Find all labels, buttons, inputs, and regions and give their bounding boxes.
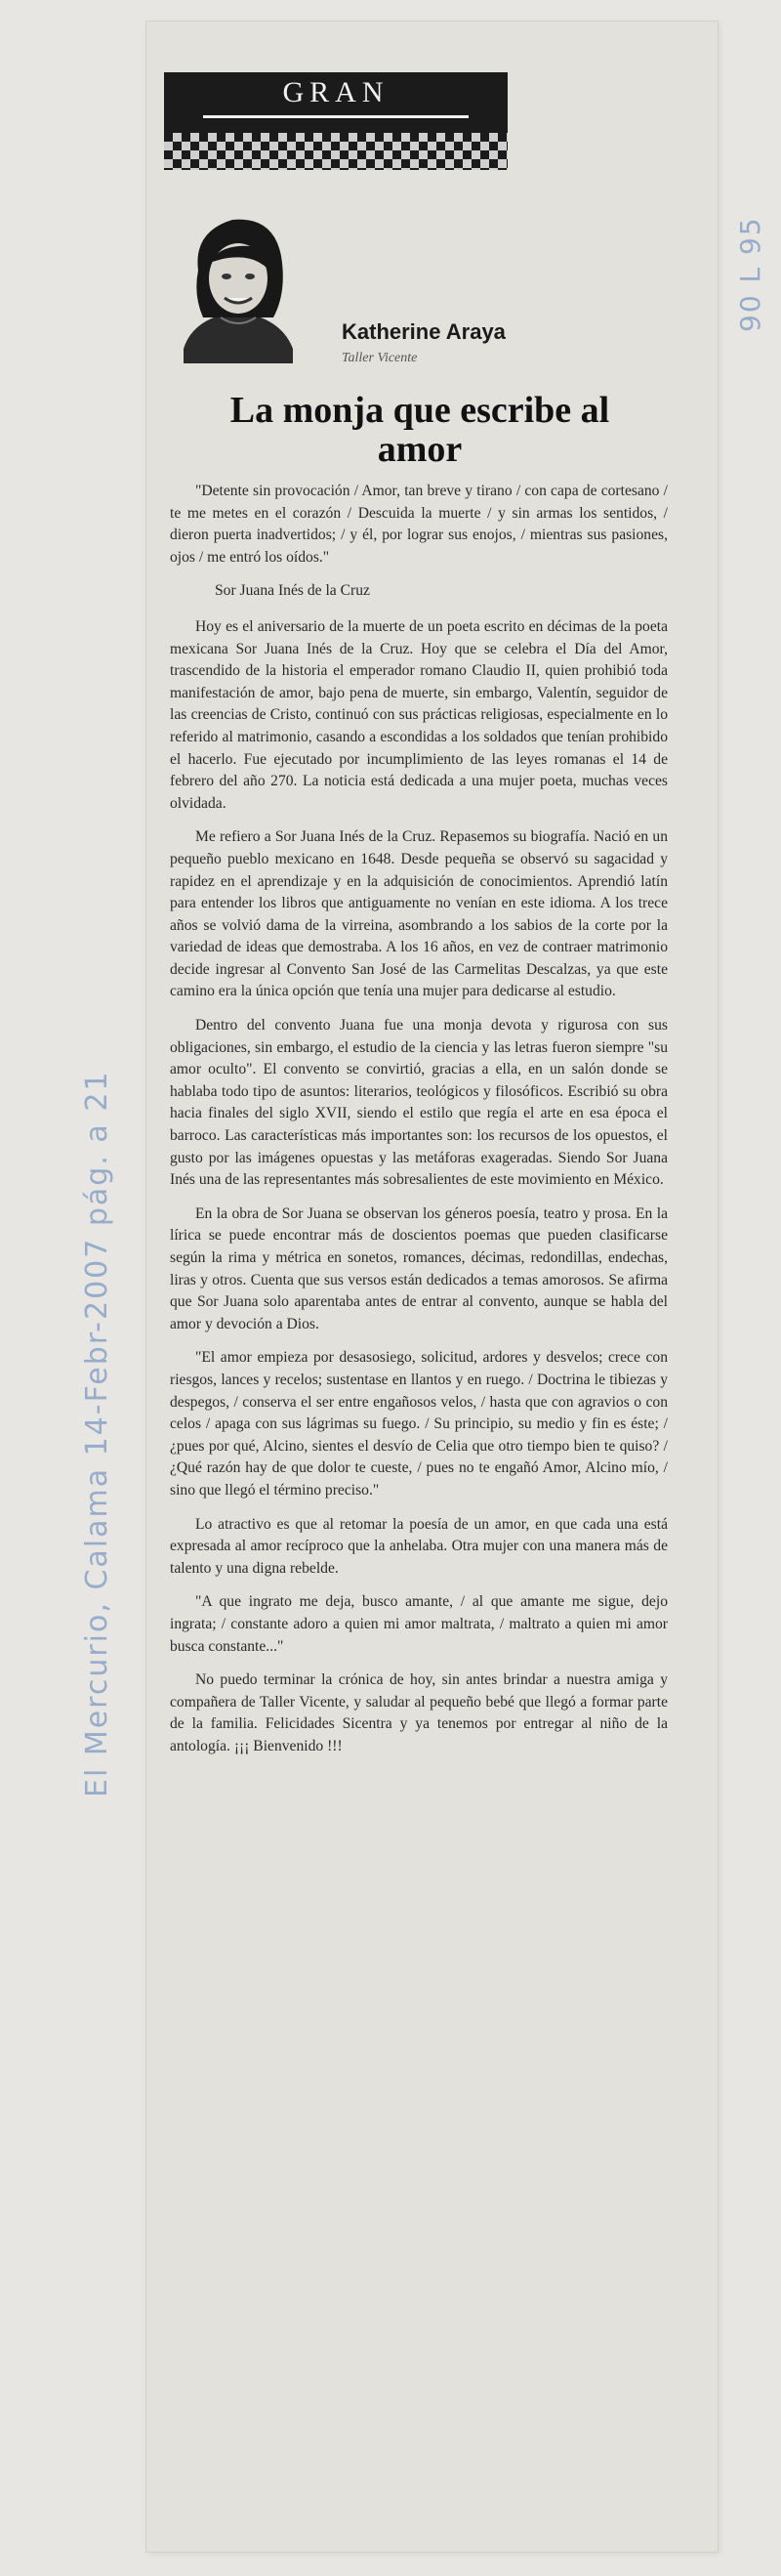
author-role: Taller Vicente	[342, 351, 418, 365]
author-portrait	[164, 202, 310, 363]
poem-quote: "A que ingrato me deja, busco amante, / al que amante me sigue, dejo ingrata; / constante adoro a quien mi amor maltrata, / maltrato a quien mi amor busca constante..."	[170, 1593, 668, 1655]
article-body	[170, 481, 668, 1769]
paragraph: No puedo terminar la crónica de hoy, sin antes brindar a nuestra amiga y compañera de Taller Vicente, y saludar al pequeño bebé que llegó a formar parte de la familia. Felicidades Sicentra y ya tenemos por entregar al niño de la antología. ¡¡¡ Bienvenido !!!	[170, 1671, 668, 1754]
section-header-rule	[203, 115, 469, 118]
handwritten-source-note: El Mercurio, Calama 14-Febr-2007 pág. a 21	[80, 1070, 114, 1797]
handwritten-reference-number: 90 L 95	[734, 216, 766, 332]
poem-quote: "El amor empieza por desasosiego, solicitud, ardores y desvelos; crece con riesgos, lances y recelos; sustentase en llantos y en ruego. / Doctrina le tibiezas y despegos, / conserva el ser entre engañosos velos, / hasta que con agravios o con celos / apaga con sus lágrimas su fuego. / Su principio, su medio y fin es éste; / ¿pues por qué, Alcino, sientes el desvío de Celia que otro tiempo bien te quiso? / ¿Qué razón hay de que dolor te cueste, / pues no te engañó Amor, Alcino mío, / sino que llegó el término preciso."	[170, 1349, 668, 1499]
paragraph: En la obra de Sor Juana se observan los géneros poesía, teatro y prosa. En la lírica se puede encontrar más de doscientos poemas que pueden clasificarse según la rima y métrica en sonetos, romances, décimas, redondillas, endechas, liras y otros. Cuenta que sus versos están dedicados a temas amorosos. Se afirma que Sor Juana solo aparentaba antes de entrar al convento, aunque se habla del amor y devoción a Dios.	[170, 1204, 668, 1332]
section-header	[164, 72, 508, 170]
paragraph: Lo atractivo es que al retomar la poesía de un amor, en que cada una está expresada al amor recíproco que la anhelaba. Otra mujer con una manera más de talento y una digna rebelde.	[170, 1515, 668, 1577]
section-label: GRAN	[282, 76, 390, 108]
checkered-pattern	[164, 133, 508, 170]
byline	[342, 319, 506, 366]
newspaper-clipping	[146, 21, 718, 2552]
author-name: Katherine Araya	[342, 319, 506, 344]
epigraph: "Detente sin provocación / Amor, tan breve y tirano / con capa de cortesano / te me metes en el corazón / Descuida la muerte / y sin armas los sentidos, / dieron puerta inadvertidos; / y él, por lograr sus enojos, / mientras sus pasiones, ojos / me entró los oídos."	[170, 483, 668, 566]
paragraph: Me refiero a Sor Juana Inés de la Cruz. Repasemos su biografía. Nació en un pequeño pueblo mexicano en 1648. Desde pequeña se observó su sagacidad y rapidez en el aprendizaje y en la adquisición de conocimientos. Aprendió latín para entender los libros que antiguamente no venían en este idioma. A los trece años se volvió dama de la virreina, asombrando a los sabios de la corte por la variedad de ideas que demostraba. A los 16 años, en vez de contraer matrimonio decide ingresar al Convento San José de las Carmelitas Descalzas, ya que este camino era la única opción que tenía una mujer para dedicarse al estudio.	[170, 828, 668, 1000]
epigraph-author: Sor Juana Inés de la Cruz	[215, 582, 370, 600]
paragraph: Hoy es el aniversario de la muerte de un poeta escrito en décimas de la poeta mexicana Sor Juana Inés de la Cruz. Hoy que se celebra el Día del Amor, trascendido de la historia el emperador romano Claudio II, quien prohibió toda manifestación de amor, bajo pena de muerte, sin embargo, Valentín, seguidor de las creencias de Cristo, continuó con sus prácticas religiosas, especialmente en lo referido al matrimonio, casando a escondidas a los soldados que tenían prohibido el hacerlo. Fue ejecutado por incumplimiento de las leyes romanas el 14 de febrero del año 270. La noticia está dedicada a una mujer poeta, muchas veces olvidada.	[170, 617, 668, 812]
article-headline: La monja que escribe al amor	[229, 390, 610, 470]
paragraph: Dentro del convento Juana fue una monja devota y rigurosa con sus obligaciones, sin embargo, el estudio de la ciencia y las letras fueron siempre "su amor oculto". El convento se convirtió, gracias a ella, en un salón donde se hablaba todo tipo de asuntos: literarios, teológicos y filosóficos. Escribió su obra hacia finales del siglo XVII, siendo el estilo que regía el arte en esa época el barroco. Las características más importantes son: los recursos de los opuestos, el gusto por las imágenes opuestas y las metáforas exageradas. Siendo Sor Juana Inés una de las representantes más sobresalientes de este movimiento en México.	[170, 1017, 668, 1189]
